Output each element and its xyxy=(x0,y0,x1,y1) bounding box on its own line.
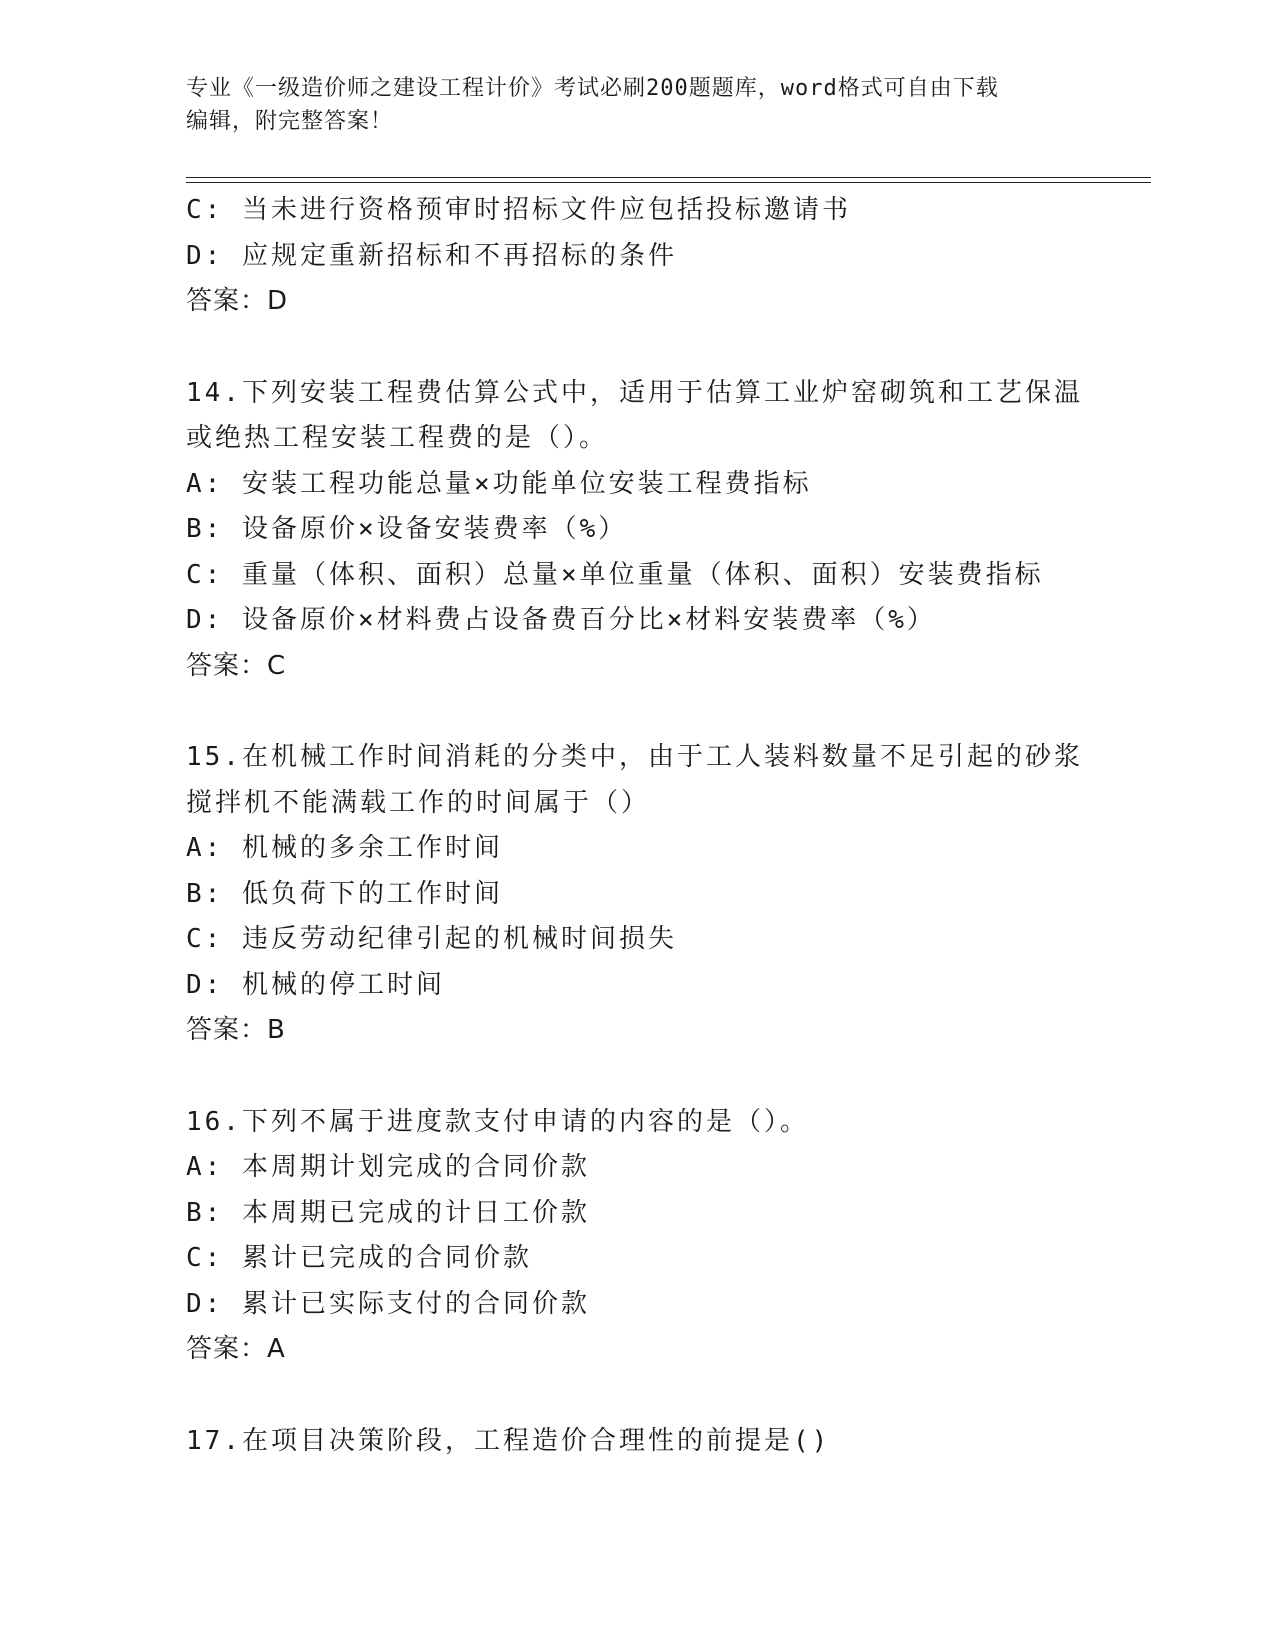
option-a: A: 本周期计划完成的合同价款 xyxy=(186,1152,590,1182)
option-c: C: 违反劳动纪律引起的机械时间损失 xyxy=(186,924,677,954)
option-b: B: 本周期已完成的计日工价款 xyxy=(186,1197,590,1228)
question-15 xyxy=(186,735,1086,1054)
answer: 答案：D xyxy=(186,286,289,316)
question-stem: 14.下列安装工程费估算公式中，适用于估算工业炉窑砌筑和工艺保温 xyxy=(186,377,1083,408)
question-stem: 16.下列不属于进度款支付申请的内容的是（）。 xyxy=(186,1106,809,1137)
option-d: D: 累计已实际支付的合同价款 xyxy=(186,1288,590,1319)
answer: 答案：A xyxy=(186,1334,286,1364)
question-14 xyxy=(186,371,1086,690)
option-a: A: 安装工程功能总量×功能单位安装工程费指标 xyxy=(186,468,812,499)
answer: 答案：B xyxy=(186,1015,286,1045)
option-b: B: 低负荷下的工作时间 xyxy=(186,878,503,909)
option-d: D: 机械的停工时间 xyxy=(186,969,445,1000)
header-rule-top xyxy=(186,177,1151,178)
option-c: C: 当未进行资格预审时招标文件应包括投标邀请书 xyxy=(186,195,851,225)
option-a: A: 机械的多余工作时间 xyxy=(186,833,503,863)
header-line-2: 编辑，附完整答案！ xyxy=(186,109,394,134)
answer: 答案：C xyxy=(186,650,287,681)
option-c: C: 累计已完成的合同价款 xyxy=(186,1243,532,1273)
option-c: C: 重量（体积、面积）总量×单位重量（体积、面积）安装费指标 xyxy=(186,559,1044,590)
question-stem: 17.在项目决策阶段，工程造价合理性的前提是() xyxy=(186,1425,831,1456)
question-stem: 或绝热工程安装工程费的是（）。 xyxy=(186,423,609,453)
question-17 xyxy=(186,1419,1086,1465)
option-d: D: 应规定重新招标和不再招标的条件 xyxy=(186,240,677,271)
option-b: B: 设备原价×设备安装费率（%） xyxy=(186,514,628,544)
option-d: D: 设备原价×材料费占设备费百分比×材料安装费率（%） xyxy=(186,605,936,635)
question-list xyxy=(186,188,1086,1464)
header-line-1: 专业《一级造价师之建设工程计价》考试必刷200题题库，word格式可自由下载 xyxy=(186,76,999,101)
question-13-tail xyxy=(186,188,1086,325)
question-stem: 搅拌机不能满载工作的时间属于（） xyxy=(186,787,651,818)
question-stem: 15.在机械工作时间消耗的分类中，由于工人装料数量不足引起的砂浆 xyxy=(186,742,1083,772)
header-rule-bottom xyxy=(186,182,1151,183)
question-16 xyxy=(186,1100,1086,1373)
document-header xyxy=(186,72,1066,138)
